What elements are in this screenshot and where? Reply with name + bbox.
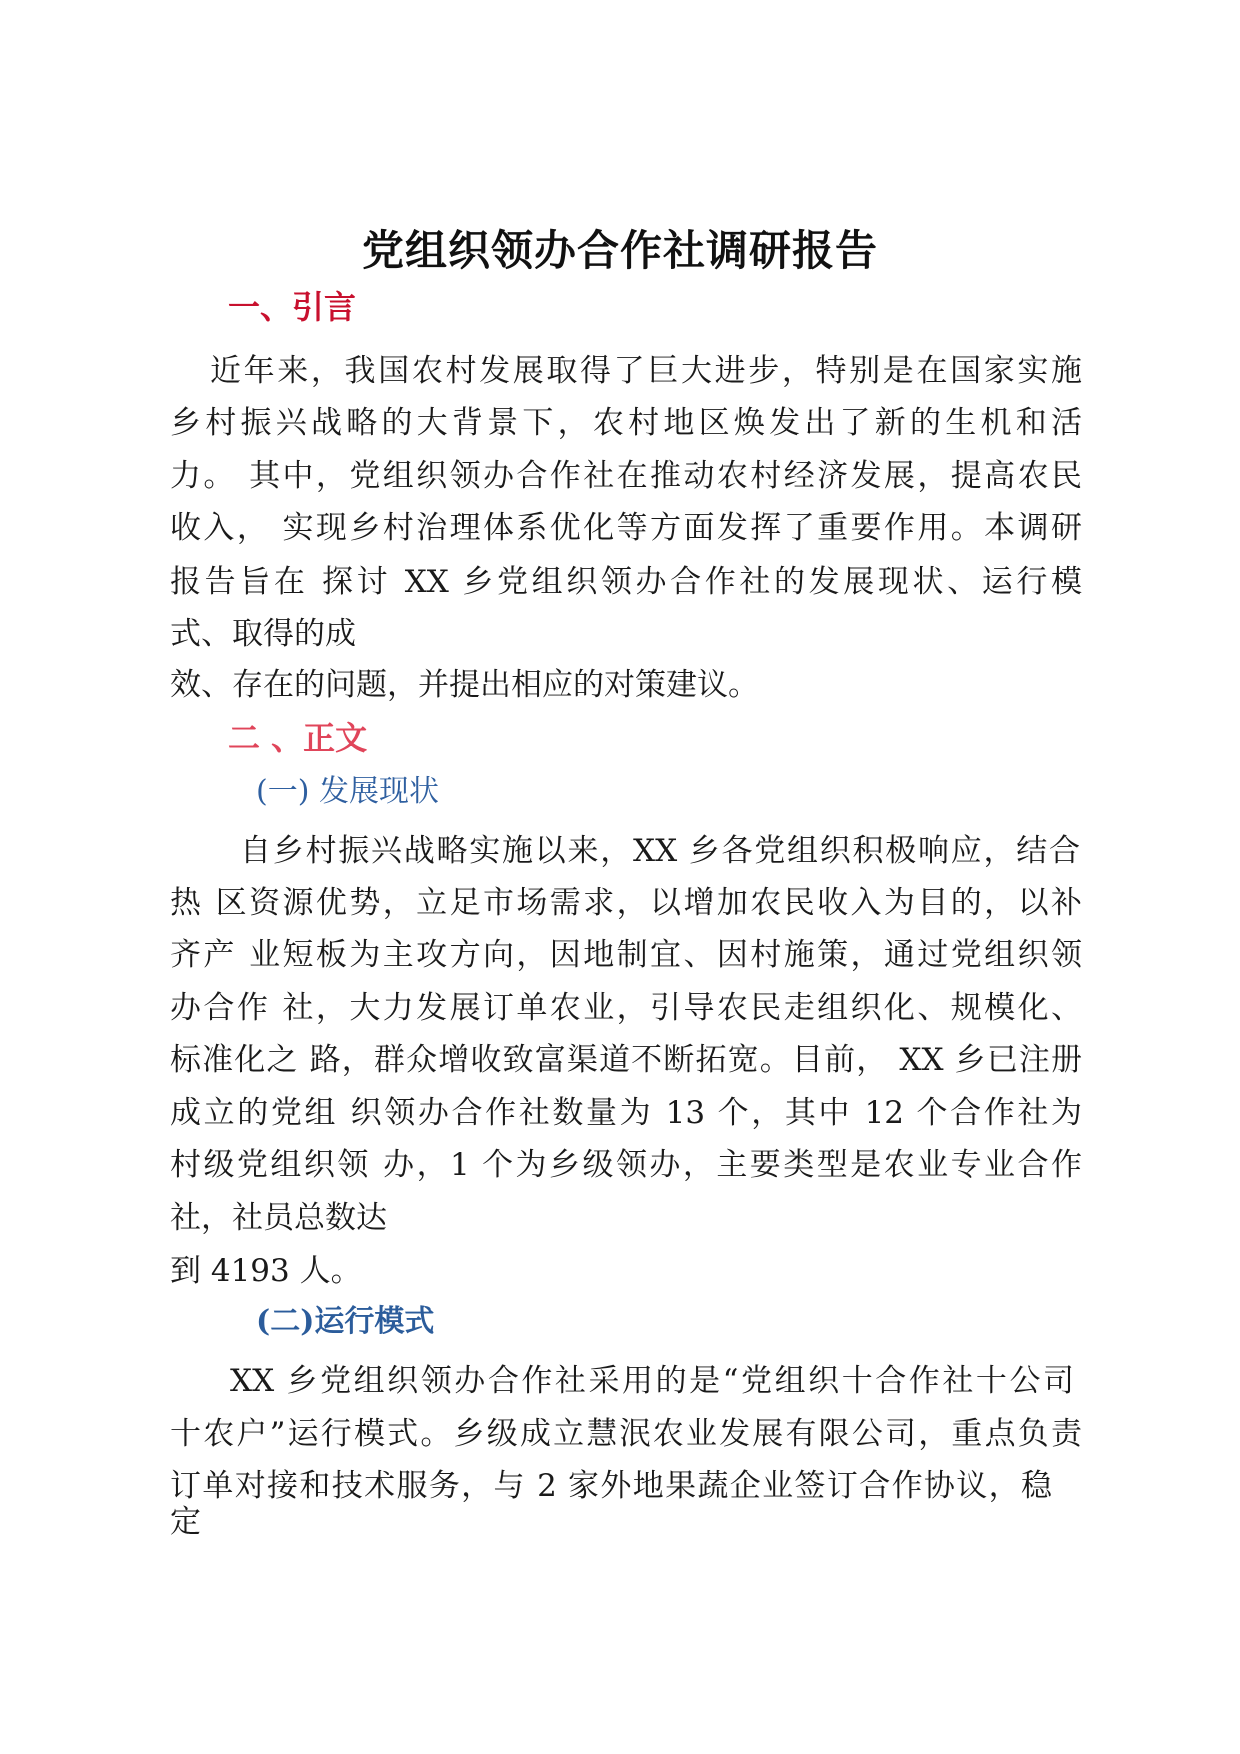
- paragraph-line: 力。 其中，党组织领办合作社在推动农村经济发展，提高农民: [170, 458, 1082, 494]
- paragraph-line: 社，社员总数达: [170, 1200, 387, 1236]
- paragraph-line: 到 4193 人。: [170, 1253, 362, 1289]
- subsection-heading-status: (一) 发展现状: [256, 774, 439, 809]
- paragraph-line: 乡村振兴战略的大背景下，农村地区焕发出了新的生机和活: [170, 405, 1082, 441]
- paragraph-line: 村级党组织领 办，1 个为乡级领办，主要类型是农业专业合作: [170, 1147, 1082, 1183]
- paragraph-line: 办合作 社，大力发展订单农业，引导农民走组织化、规模化、: [170, 990, 1082, 1026]
- paragraph-line: 热 区资源优势，立足市场需求，以增加农民收入为目的，以补: [170, 885, 1082, 921]
- subsection-heading-model: (二)运行模式: [256, 1304, 435, 1339]
- section-heading-body: 二 、正文: [228, 719, 368, 757]
- paragraph-line: 成立的党组 织领办合作社数量为 13 个，其中 12 个合作社为: [170, 1095, 1082, 1131]
- paragraph-line: 收入， 实现乡村治理体系优化等方面发挥了重要作用。本调研: [170, 510, 1082, 546]
- paragraph-line: 自乡村振兴战略实施以来，XX 乡各党组织积极响应，结合: [240, 833, 1080, 869]
- paragraph-line: 齐产 业短板为主攻方向，因地制宜、因村施策，通过党组织领: [170, 937, 1082, 973]
- paragraph-line: 标准化之 路，群众增收致富渠道不断拓宽。目前， XX 乡已注册: [170, 1042, 1082, 1078]
- paragraph-line: 订单对接和技术服务，与 2 家外地果蔬企业签订合作协议，稳: [170, 1468, 1052, 1504]
- document-title: 党组织领办合作社调研报告: [361, 226, 878, 275]
- section-heading-intro: 一、引言: [228, 288, 357, 326]
- paragraph-line: XX 乡党组织领办合作社采用的是“党组织十合作社十公司: [230, 1363, 1074, 1399]
- paragraph-line: 十农户”运行模式。乡级成立慧泯农业发展有限公司，重点负责: [170, 1416, 1082, 1452]
- paragraph-line: 报告旨在 探讨 XX 乡党组织领办合作社的发展现状、运行模: [170, 564, 1082, 600]
- paragraph-line: 效、存在的问题，并提出相应的对策建议。: [170, 667, 759, 703]
- paragraph-line: 近年来，我国农村发展取得了巨大进步，特别是在国家实施: [210, 353, 1082, 389]
- paragraph-line: 定: [170, 1504, 201, 1540]
- paragraph-line: 式、取得的成: [170, 616, 356, 652]
